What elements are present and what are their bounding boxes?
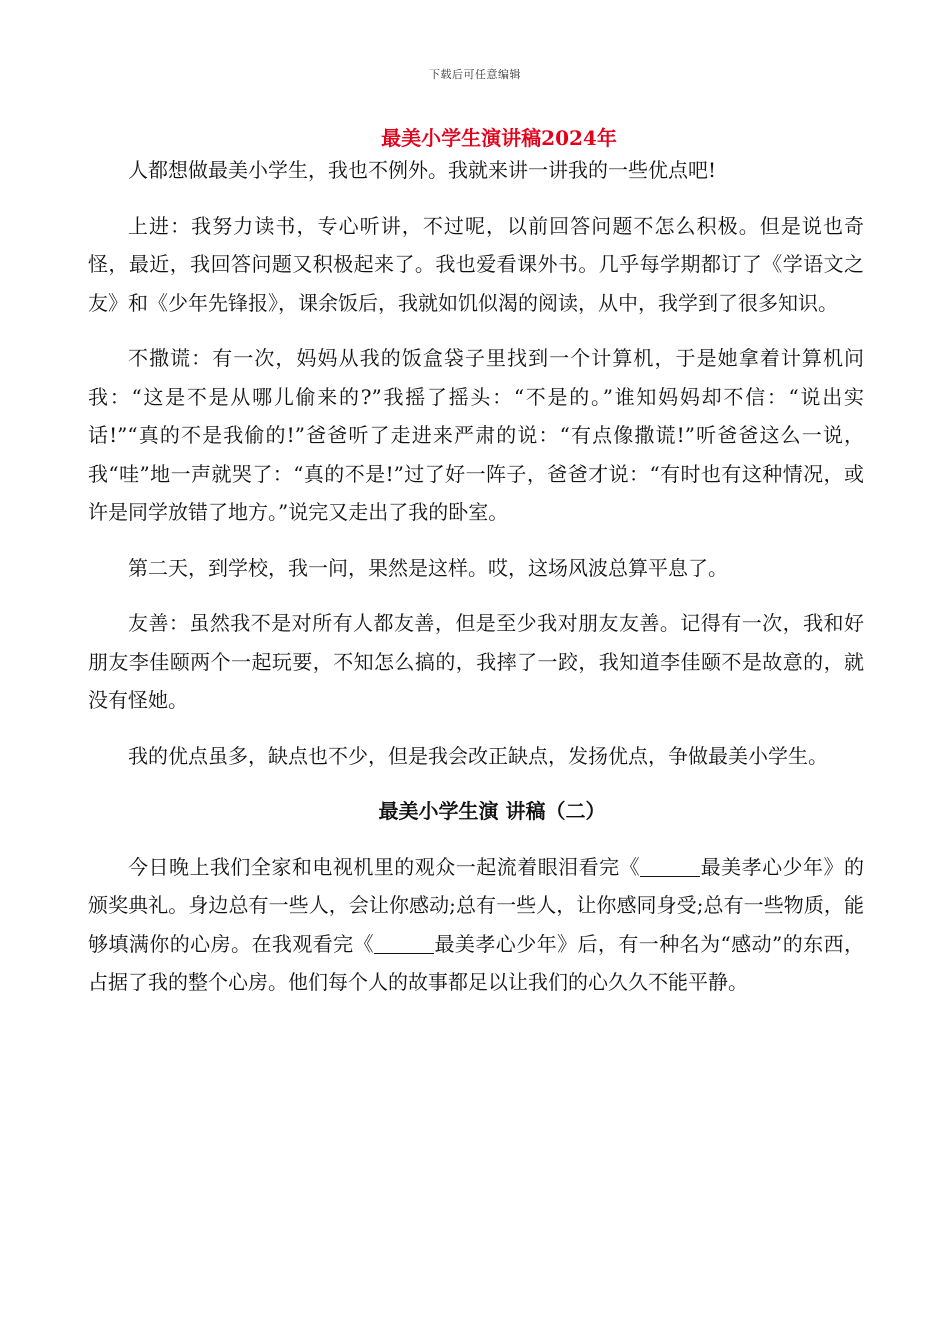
fill-blank: [640, 856, 700, 877]
fill-blank: [374, 933, 434, 954]
paragraph-section-two-part-c: 最美孝心少年》后，有一种名为“感动”的东西，占据了我的整个心房。他们每个人的故事都足以让我们的心久久不能平静。: [88, 931, 864, 994]
header-note: 下载后可任意编辑: [429, 68, 521, 81]
section-two-title: 最美小学生演 讲稿（二）: [378, 799, 606, 823]
paragraph-honest: 不撒谎：有一次，妈妈从我的饭盒袋子里找到一个计算机，于是她拿着计算机问我：“这是不是从哪儿偷来的?”我摇了摇头：“不是的。”谁知妈妈却不信：“说出实话!”“真的不是我偷的!”爸爸听了走进来严肃的说：“有点像撒谎!”听爸爸这么一说，我“哇”地一声就哭了：“真的不是!”过了好一阵子，爸爸才说：“有时也有这种情况，或许是同学放错了地方。”说完又走出了我的卧室。: [88, 346, 864, 524]
paragraph-conclusion: 我的优点虽多，缺点也不少，但是我会改正缺点，发扬优点，争做最美小学生。: [128, 743, 828, 768]
paragraph-friendly: 友善：虽然我不是对所有人都友善，但是至少我对朋友友善。记得有一次，我和好朋友李佳颐两个一起玩要，不知怎么搞的，我摔了一跤，我知道李佳颐不是故意的，就没有怪她。: [88, 611, 864, 712]
paragraph-section-two-part-a: 今日晚上我们全家和电视机里的观众一起流着眼泪看完《: [128, 854, 641, 879]
paragraph-intro: 人都想做最美小学生，我也不例外。我就来讲一讲我的一些优点吧!: [128, 158, 717, 182]
document-body: [88, 151, 864, 1019]
paragraph-section-two-part-b: 最美孝心少年》的颁奖典礼。身边总有一些人，会让你感动;总有一些人，让你感同身受;总有一些物质，能够填满你的心房。在我观看完《: [88, 854, 865, 956]
paragraph-next-day: 第二天，到学校，我一问，果然是这样。哎，这场风波总算平息了。: [128, 555, 728, 580]
paragraph-section-two: [88, 848, 864, 1002]
document-title: 最美小学生演讲稿2024年: [381, 126, 617, 150]
paragraph-diligent: 上进：我努力读书，专心听讲，不过呢，以前回答问题不怎么积极。但是说也奇怪，最近，我回答问题又积极起来了。我也爱看课外书。几乎每学期都订了《学语文之友》和《少年先锋报》，课余饭后，我就如饥似渴的阅读，从中，我学到了很多知识。: [88, 213, 864, 315]
